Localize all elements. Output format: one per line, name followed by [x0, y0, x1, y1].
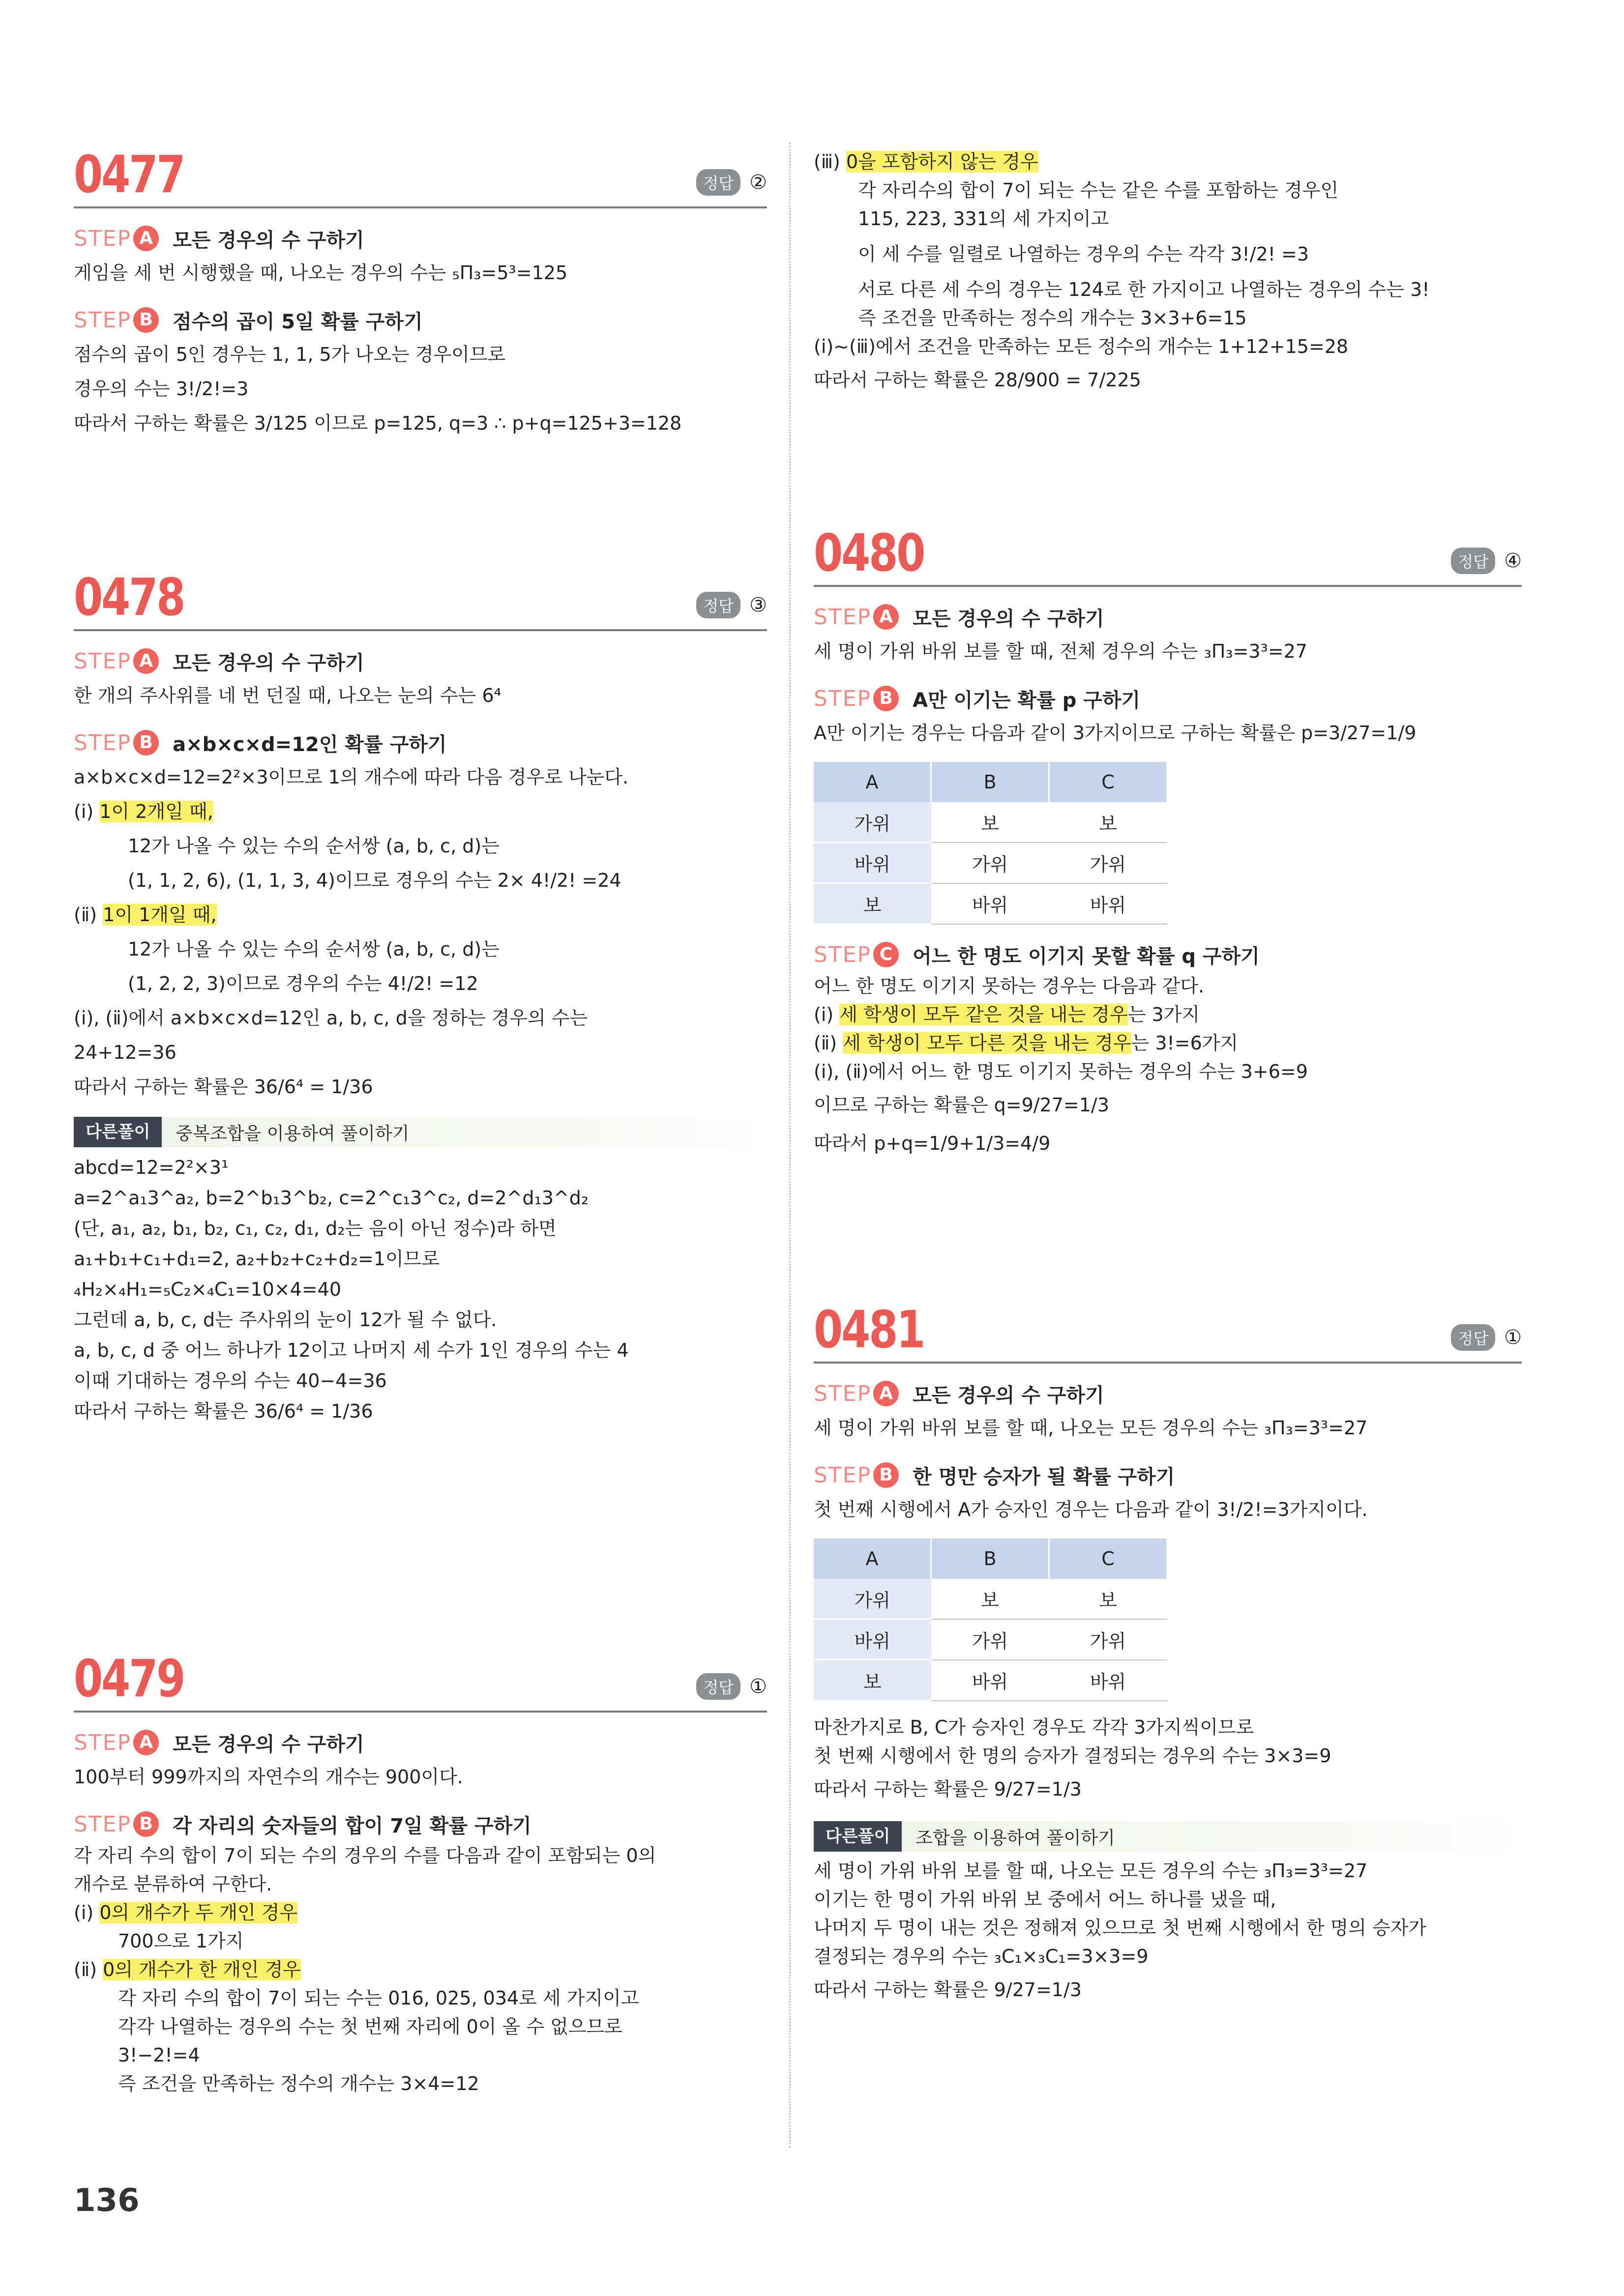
case-heading	[74, 898, 767, 932]
problem-header	[74, 133, 767, 208]
case-heading	[814, 147, 1522, 176]
problem-0479	[74, 1637, 767, 2098]
step-title: 점수의 곱이 5일 확률 구하기	[173, 310, 423, 333]
alternative-badge: 다른풀이	[74, 1117, 162, 1147]
solution-line: 따라서 구하는 확률은 3/125 이므로 p=125, q=3 ∴ p+q=125+3=128	[74, 412, 682, 434]
solution-line: 마찬가지로 B, C가 승자인 경우도 각각 3가지씩이므로	[814, 1716, 1254, 1738]
solution-line: 한 개의 주사위를 네 번 던질 때, 나오는 눈의 수는 6⁴	[74, 685, 502, 706]
table-row	[814, 1619, 1167, 1660]
table-header: B	[931, 1539, 1049, 1579]
case-line	[814, 1029, 1522, 1057]
solution-line: 각각 나열하는 경우의 수는 첫 번째 자리에 0이 올 수 없으므로	[118, 2016, 622, 2037]
solution-line: (ⅰ), (ⅱ)에서 a×b×c×d=12인 a, b, c, d을 정하는 경우의 수는	[74, 1007, 588, 1029]
answer-mark: ②	[749, 171, 767, 194]
solution-line: 따라서 구하는 확률은 9/27=1/3	[814, 1979, 1082, 2001]
table-cell: 바위	[1049, 883, 1167, 924]
alternative-solution-header	[74, 1117, 767, 1147]
step-b	[74, 726, 767, 760]
table-cell: 보	[1049, 1579, 1167, 1619]
rps-table	[814, 762, 1168, 925]
step-letter-badge: A	[133, 226, 159, 251]
answer-badge: 정답	[696, 1673, 740, 1700]
solution-line: 결정되는 경우의 수는 ₃C₁×₃C₁=3×3=9	[814, 1946, 1149, 1967]
step-word: STEP	[74, 226, 132, 251]
table-cell: 바위	[931, 883, 1049, 924]
solution-line: 따라서 p+q=1/9+1/3=4/9	[814, 1133, 1051, 1154]
step-title: 모든 경우의 수 구하기	[173, 651, 364, 674]
solution-line: 이 세 수를 일렬로 나열하는 경우의 수는 각각 3!/2! =3	[858, 243, 1309, 265]
solution-line: 따라서 구하는 확률은 9/27=1/3	[814, 1778, 1082, 1800]
solution-line: (1, 2, 2, 3)이므로 경우의 수는 4!/2! =12	[128, 973, 478, 994]
solution-line: 24+12=36	[74, 1042, 177, 1063]
step-letter-badge: B	[873, 1462, 899, 1488]
solution-line: 3!−2!=4	[118, 2044, 200, 2066]
solution-line: abcd=12=2²×3¹	[74, 1157, 229, 1178]
alternative-badge: 다른풀이	[814, 1821, 902, 1852]
solution-line: 개수로 분류하여 구한다.	[74, 1873, 272, 1895]
table-header: A	[814, 762, 931, 802]
step-word: STEP	[74, 1730, 132, 1755]
answer-mark: ①	[749, 1675, 767, 1698]
step-letter-badge: A	[873, 1381, 899, 1406]
solution-line: a=2^a₁3^a₂, b=2^b₁3^b₂, c=2^c₁3^c₂, d=2^d₁3^d₂	[74, 1187, 589, 1209]
problem-number: 0478	[74, 567, 184, 627]
case-label: (ⅲ)	[814, 151, 840, 173]
solution-line: 세 명이 가위 바위 보를 할 때, 나오는 모든 경우의 수는 ₃Π₃=3³=27	[814, 1417, 1368, 1439]
step-title: 각 자리의 숫자들의 합이 7일 확률 구하기	[173, 1814, 531, 1837]
case-label: (ⅰ)	[74, 1902, 94, 1923]
solution-line: 이때 기대하는 경우의 수는 40−4=36	[74, 1370, 387, 1392]
table-header: B	[931, 762, 1049, 802]
solution-line: 이므로 구하는 확률은 q=9/27=1/3	[814, 1094, 1109, 1116]
step-title: 모든 경우의 수 구하기	[173, 1733, 364, 1756]
step-letter-badge: C	[873, 942, 899, 967]
answer-badge: 정답	[1451, 548, 1495, 574]
table-cell: 보	[1049, 802, 1167, 843]
table-cell: 가위	[931, 843, 1049, 883]
rps-table	[814, 1539, 1168, 1701]
step-letter-badge: B	[873, 686, 899, 711]
step-word: STEP	[74, 1811, 132, 1837]
problem-number: 0479	[74, 1649, 184, 1709]
case-label: (ⅰ)	[74, 801, 94, 822]
solution-line: 세 명이 가위 바위 보를 할 때, 전체 경우의 수는 ₃Π₃=3³=27	[814, 640, 1308, 662]
problem-number: 0481	[814, 1300, 924, 1360]
step-word: STEP	[814, 942, 872, 967]
answer-badge: 정답	[696, 592, 740, 618]
highlight-text: 1이 1개일 때,	[103, 904, 217, 926]
step-a	[74, 1725, 767, 1760]
step-title: 모든 경우의 수 구하기	[913, 1384, 1104, 1407]
table-cell: 보	[931, 802, 1049, 843]
step-word: STEP	[74, 730, 132, 756]
highlight-text: 1이 2개일 때,	[99, 801, 213, 822]
highlight-text: 0의 개수가 두 개인 경우	[99, 1902, 298, 1923]
solution-line: 각 자리 수의 합이 7이 되는 수의 경우의 수를 다음과 같이 포함되는 0의	[74, 1845, 656, 1866]
table-cell: 바위	[1049, 1660, 1167, 1701]
highlight-text: 0의 개수가 한 개인 경우	[103, 1959, 301, 1980]
solution-line: ₄H₂×₄H₁=₅C₂×₄C₁=10×4=40	[74, 1279, 342, 1300]
table-cell: 바위	[931, 1660, 1049, 1701]
solution-line: (ⅰ)~(ⅲ)에서 조건을 만족하는 모든 정수의 개수는 1+12+15=28	[814, 336, 1349, 357]
table-cell: 보	[931, 1579, 1049, 1619]
step-word: STEP	[74, 307, 132, 333]
case-text: 는 3!=6가지	[1131, 1032, 1239, 1054]
step-title: 모든 경우의 수 구하기	[913, 607, 1104, 630]
solution-line: 점수의 곱이 5인 경우는 1, 1, 5가 나오는 경우이므로	[74, 344, 506, 365]
answer-box	[696, 1673, 767, 1700]
table-row	[814, 802, 1167, 843]
table-cell: 바위	[814, 1619, 931, 1660]
table-cell: 가위	[1049, 843, 1167, 883]
step-a	[74, 644, 767, 678]
solution-line: 게임을 세 번 시행했을 때, 나오는 경우의 수는 ₅Π₃=5³=125	[74, 262, 568, 284]
step-word: STEP	[814, 1381, 872, 1406]
step-word: STEP	[814, 1462, 872, 1488]
solution-line: 첫 번째 시행에서 A가 승자인 경우는 다음과 같이 3!/2!=3가지이다.	[814, 1499, 1368, 1520]
step-b	[814, 681, 1522, 716]
alternative-title: 중복조합을 이용하여 풀이하기	[176, 1123, 410, 1144]
step-b	[74, 303, 767, 337]
highlight-text: 0을 포함하지 않는 경우	[846, 151, 1038, 173]
table-cell: 가위	[814, 1579, 931, 1619]
problem-number: 0477	[74, 145, 184, 204]
solution-line: (ⅰ), (ⅱ)에서 어느 한 명도 이기지 못하는 경우의 수는 3+6=9	[814, 1061, 1308, 1082]
step-letter-badge: B	[133, 307, 159, 333]
answer-mark: ①	[1504, 1326, 1522, 1349]
alternative-solution-header	[814, 1821, 1522, 1852]
case-heading	[74, 1898, 767, 1927]
solution-line: 서로 다른 세 수의 경우는 124로 한 가지이고 나열하는 경우의 수는 3!	[858, 279, 1430, 300]
problem-0479-continued	[814, 147, 1522, 399]
answer-mark: ③	[749, 594, 767, 616]
problem-header	[74, 1637, 767, 1713]
solution-line: 이기는 한 명이 가위 바위 보 중에서 어느 하나를 냈을 때,	[814, 1889, 1276, 1910]
case-label: (ⅱ)	[74, 904, 97, 926]
step-letter-badge: A	[873, 604, 899, 630]
solution-line: 100부터 999까지의 자연수의 개수는 900이다.	[74, 1766, 463, 1788]
solution-line: 어느 한 명도 이기지 못하는 경우는 다음과 같다.	[814, 975, 1205, 997]
answer-mark: ④	[1504, 550, 1522, 572]
solution-line: 12가 나올 수 있는 수의 순서쌍 (a, b, c, d)는	[128, 938, 500, 960]
case-heading	[74, 794, 767, 829]
table-header: C	[1049, 762, 1167, 802]
case-label: (ⅱ)	[74, 1959, 97, 1980]
solution-line: 세 명이 가위 바위 보를 할 때, 나오는 모든 경우의 수는 ₃Π₃=3³=27	[814, 1860, 1368, 1882]
table-row	[814, 843, 1167, 883]
solution-line: 즉 조건을 만족하는 정수의 개수는 3×3+6=15	[858, 307, 1247, 329]
case-heading	[74, 1955, 767, 1984]
answer-box	[1451, 548, 1522, 574]
table-header: A	[814, 1539, 931, 1579]
solution-line: 따라서 구하는 확률은 36/6⁴ = 1/36	[74, 1076, 373, 1098]
step-c	[814, 937, 1522, 972]
solution-line: 즉 조건을 만족하는 정수의 개수는 3×4=12	[118, 2073, 479, 2094]
solution-line: 115, 223, 331의 세 가지이고	[858, 208, 1109, 230]
answer-box	[1451, 1324, 1522, 1351]
step-word: STEP	[814, 604, 872, 630]
problem-header	[74, 555, 767, 631]
case-text: 는 3가지	[1127, 1004, 1200, 1025]
step-title: A만 이기는 확률 p 구하기	[913, 689, 1141, 712]
step-b	[74, 1807, 767, 1841]
solution-line: 각 자리 수의 합이 7이 되는 수는 016, 025, 034로 세 가지이고	[118, 1987, 639, 2009]
solution-line: 경우의 수는 3!/2!=3	[74, 378, 249, 400]
table-header: C	[1049, 1539, 1167, 1579]
case-line	[814, 1000, 1522, 1029]
solution-line: 첫 번째 시행에서 한 명의 승자가 결정되는 경우의 수는 3×3=9	[814, 1745, 1331, 1767]
solution-line: 700으로 1가지	[118, 1930, 244, 1952]
step-letter-badge: A	[133, 1730, 159, 1755]
table-row	[814, 883, 1167, 924]
table-row	[814, 1579, 1167, 1619]
solution-line: 따라서 구하는 확률은 28/900 = 7/225	[814, 369, 1141, 391]
step-word: STEP	[74, 648, 132, 674]
answer-badge: 정답	[1451, 1324, 1495, 1351]
table-row	[814, 1660, 1167, 1701]
solution-line: (1, 1, 2, 6), (1, 1, 3, 4)이므로 경우의 수는 2× 4!/2! =24	[128, 870, 621, 891]
solution-line: (단, a₁, a₂, b₁, b₂, c₁, c₂, d₁, d₂는 음이 아닌 정수)라 하면	[74, 1218, 557, 1239]
solution-line: a₁+b₁+c₁+d₁=2, a₂+b₂+c₂+d₂=1이므로	[74, 1248, 440, 1270]
solution-line: a, b, c, d 중 어느 하나가 12이고 나머지 세 수가 1인 경우의 수는 4	[74, 1339, 629, 1361]
problem-header	[814, 511, 1522, 587]
case-label: (ⅰ)	[814, 1004, 834, 1025]
table-cell: 바위	[814, 843, 931, 883]
solution-line: a×b×c×d=12=2²×3이므로 1의 개수에 따라 다음 경우로 나눈다.	[74, 766, 629, 788]
highlight-text: 세 학생이 모두 같은 것을 내는 경우	[839, 1004, 1128, 1025]
solution-line: 따라서 구하는 확률은 36/6⁴ = 1/36	[74, 1400, 373, 1422]
step-a	[74, 221, 767, 256]
step-word: STEP	[814, 686, 872, 711]
answer-box	[696, 169, 767, 196]
highlight-text: 세 학생이 모두 다른 것을 내는 경우	[843, 1032, 1131, 1054]
table-cell: 가위	[1049, 1619, 1167, 1660]
solution-line: 각 자리수의 합이 7이 되는 수는 같은 수를 포함하는 경우인	[858, 179, 1339, 201]
table-cell: 가위	[931, 1619, 1049, 1660]
solution-line: A만 이기는 경우는 다음과 같이 3가지이므로 구하는 확률은 p=3/27=1/9	[814, 722, 1417, 744]
page-number: 136	[74, 2182, 140, 2219]
problem-0477	[74, 133, 767, 440]
step-title: 어느 한 명도 이기지 못할 확률 q 구하기	[913, 945, 1260, 968]
case-label: (ⅱ)	[814, 1032, 837, 1054]
step-b	[814, 1458, 1522, 1492]
step-title: 모든 경우의 수 구하기	[173, 229, 364, 252]
table-cell: 보	[814, 883, 931, 924]
step-title: a×b×c×d=12인 확률 구하기	[173, 733, 447, 756]
step-letter-badge: A	[133, 648, 159, 674]
problem-header	[814, 1288, 1522, 1364]
step-a	[814, 1376, 1522, 1411]
step-letter-badge: B	[133, 730, 159, 756]
solution-line: 나머지 두 명이 내는 것은 정해져 있으므로 첫 번째 시행에서 한 명의 승자가	[814, 1917, 1427, 1939]
problem-0481	[814, 1288, 1522, 2009]
step-title: 한 명만 승자가 될 확률 구하기	[913, 1465, 1175, 1488]
solution-line: 그런데 a, b, c, d는 주사위의 눈이 12가 될 수 없다.	[74, 1309, 497, 1331]
problem-number: 0480	[814, 523, 924, 583]
answer-box	[696, 592, 767, 618]
table-cell: 보	[814, 1660, 931, 1701]
step-letter-badge: B	[133, 1811, 159, 1837]
problem-0478	[74, 555, 767, 1426]
table-cell: 가위	[814, 802, 931, 843]
step-a	[814, 600, 1522, 634]
answer-badge: 정답	[696, 169, 740, 196]
problem-0480	[814, 511, 1522, 1163]
solution-line: 12가 나올 수 있는 수의 순서쌍 (a, b, c, d)는	[128, 835, 500, 857]
alternative-title: 조합을 이용하여 풀이하기	[915, 1828, 1115, 1848]
column-divider	[789, 143, 791, 2148]
